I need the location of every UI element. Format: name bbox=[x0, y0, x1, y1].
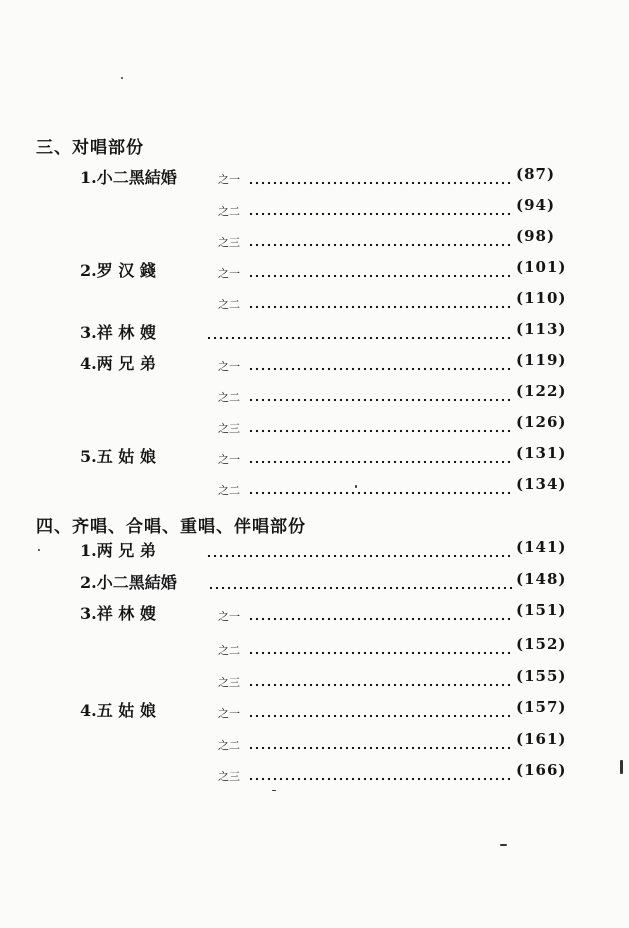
page-number: (122) bbox=[516, 382, 567, 400]
entry-part-label: 之二 bbox=[218, 484, 240, 497]
entry-part-label: 之一 bbox=[218, 267, 240, 280]
dot-leader bbox=[248, 460, 514, 464]
entry-title: 4.五 姑 娘 bbox=[80, 701, 156, 720]
entry-title: 1.小二黑結婚 bbox=[80, 168, 177, 187]
entry-title: 3.祥 林 嫂 bbox=[80, 604, 156, 623]
dot-leader bbox=[248, 617, 514, 621]
entry-part-label: 之一 bbox=[218, 360, 240, 373]
dot-leader bbox=[248, 398, 514, 402]
dot-leader bbox=[248, 305, 514, 309]
dot-leader bbox=[248, 714, 514, 718]
scan-speck bbox=[620, 760, 623, 774]
dot-leader bbox=[248, 777, 514, 781]
dot-leader bbox=[206, 336, 514, 340]
page-number: (94) bbox=[516, 196, 556, 214]
page-number: (141) bbox=[516, 538, 567, 556]
page-number: (131) bbox=[516, 444, 567, 462]
entry-part-label: 之二 bbox=[218, 205, 240, 218]
dot-leader bbox=[248, 651, 514, 655]
entry-part-label: 之二 bbox=[218, 739, 240, 752]
entry-part-label: 之一 bbox=[218, 610, 240, 623]
dot-leader bbox=[248, 491, 514, 495]
entry-title: 1.两 兄 弟 bbox=[80, 541, 156, 560]
entry-part-label: 之三 bbox=[218, 676, 240, 689]
scan-speck bbox=[272, 790, 276, 791]
scan-speck bbox=[121, 77, 123, 79]
page-number: (148) bbox=[516, 570, 567, 588]
entry-part-label: 之一 bbox=[218, 707, 240, 720]
dot-leader bbox=[206, 554, 514, 558]
entry-part-label: 之二 bbox=[218, 644, 240, 657]
scan-speck bbox=[38, 549, 40, 551]
page-number: (119) bbox=[516, 351, 567, 369]
entry-title: 4.两 兄 弟 bbox=[80, 354, 156, 373]
page-number: (157) bbox=[516, 698, 567, 716]
page-number: (113) bbox=[516, 320, 567, 338]
entry-title: 3.祥 林 嫂 bbox=[80, 323, 156, 342]
dot-leader bbox=[248, 243, 514, 247]
page-number: (134) bbox=[516, 475, 567, 493]
page-number: (87) bbox=[516, 165, 556, 183]
page-number: (101) bbox=[516, 258, 567, 276]
dot-leader bbox=[208, 586, 514, 590]
entry-part-label: 之一 bbox=[218, 453, 240, 466]
entry-part-label: 之三 bbox=[218, 422, 240, 435]
entry-title: 2.小二黑結婚 bbox=[80, 573, 177, 592]
entry-part-label: 之三 bbox=[218, 236, 240, 249]
scan-speck bbox=[355, 485, 357, 488]
page-number: (151) bbox=[516, 601, 567, 619]
dot-leader bbox=[248, 181, 514, 185]
section-heading: 三、对唱部份 bbox=[36, 138, 144, 158]
dot-leader bbox=[248, 367, 514, 371]
page-number: (155) bbox=[516, 667, 567, 685]
entry-part-label: 之二 bbox=[218, 391, 240, 404]
dot-leader bbox=[248, 274, 514, 278]
section-heading: 四、齐唱、合唱、重唱、伴唱部份 bbox=[36, 517, 306, 537]
page-number: (161) bbox=[516, 730, 567, 748]
page-number: (126) bbox=[516, 413, 567, 431]
dot-leader bbox=[248, 683, 514, 687]
scan-speck bbox=[500, 844, 507, 846]
dot-leader bbox=[248, 746, 514, 750]
entry-title: 2.罗 汉 錢 bbox=[80, 261, 156, 280]
page-number: (152) bbox=[516, 635, 567, 653]
page-number: (166) bbox=[516, 761, 567, 779]
dot-leader bbox=[248, 212, 514, 216]
entry-title: 5.五 姑 娘 bbox=[80, 447, 156, 466]
page-number: (98) bbox=[516, 227, 556, 245]
entry-part-label: 之二 bbox=[218, 298, 240, 311]
page-number: (110) bbox=[516, 289, 567, 307]
dot-leader bbox=[248, 429, 514, 433]
entry-part-label: 之一 bbox=[218, 173, 240, 186]
entry-part-label: 之三 bbox=[218, 770, 240, 783]
